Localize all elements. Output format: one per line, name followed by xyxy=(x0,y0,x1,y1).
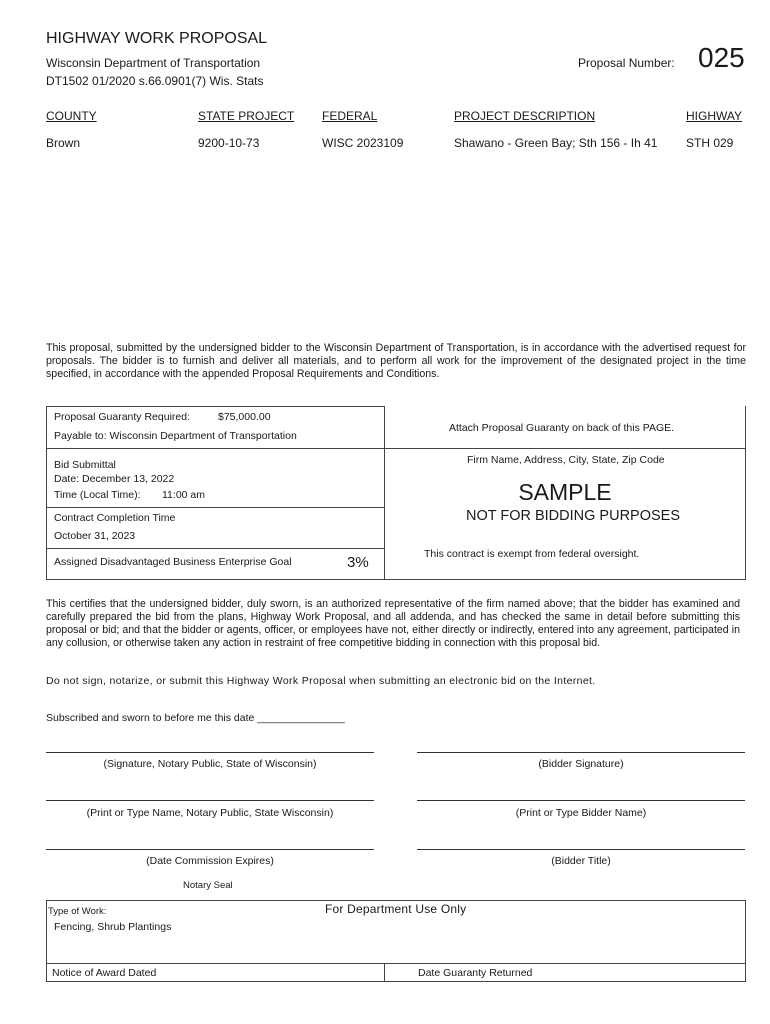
notary-print-line xyxy=(46,800,374,801)
dbe-goal-label: Assigned Disadvantaged Business Enterprise Goal xyxy=(54,556,292,568)
cell-highway: STH 029 xyxy=(686,136,734,150)
bidder-print-line xyxy=(417,800,745,801)
proposal-number-label: Proposal Number: xyxy=(578,56,675,70)
bidder-signature-line xyxy=(417,752,745,753)
header-project-description: PROJECT DESCRIPTION xyxy=(454,109,596,123)
notice-of-award-label: Notice of Award Dated xyxy=(52,967,157,979)
intro-paragraph: This proposal, submitted by the undersigned bidder to the Wisconsin Department of Transportation, is in accordance with the advertised request for proposals. The bidder is to furnish and deliver all materials, and to perform all work for the improvement of the designated project in the time specified, in accordance with the appended Proposal Requirements and Conditions. xyxy=(46,342,746,380)
header-highway: HIGHWAY xyxy=(686,109,742,123)
notary-seal-label: Notary Seal xyxy=(183,880,233,891)
electronic-bid-note: Do not sign, notarize, or submit this Highway Work Proposal when submitting an electronic bid on the Internet. xyxy=(46,675,596,687)
header-county: COUNTY xyxy=(46,109,97,123)
proposal-number: 025 xyxy=(698,42,745,73)
federal-exempt-note: This contract is exempt from federal oversight. xyxy=(424,548,640,560)
header-state-project: STATE PROJECT xyxy=(198,109,295,123)
bid-time-label: Time (Local Time): xyxy=(54,489,141,501)
completion-date: October 31, 2023 xyxy=(54,530,136,542)
bidder-title-caption: (Bidder Title) xyxy=(551,855,611,867)
bidder-signature-caption: (Bidder Signature) xyxy=(538,758,624,770)
type-of-work-label: Type of Work: xyxy=(48,906,107,917)
firm-info-label: Firm Name, Address, City, State, Zip Code xyxy=(467,454,665,466)
bid-submittal-label: Bid Submittal xyxy=(54,459,116,471)
type-of-work-value: Fencing, Shrub Plantings xyxy=(54,921,172,933)
not-for-bidding: NOT FOR BIDDING PURPOSES xyxy=(465,508,681,524)
guaranty-payable-to: Payable to: Wisconsin Department of Transportation xyxy=(54,430,297,442)
cell-county: Brown xyxy=(46,136,81,150)
certification-paragraph: This certifies that the undersigned bidder, duly sworn, is an authorized representative of the firm named above; that the bidder has examined and carefully prepared the bid from the plans, Highway Work Proposal, and all addenda, and has checked the same in detail before submitting this proposal or bid; and that the bidder or agents, officer, or employees have not, either directly or indirectly, entered into any agreement, participated in any collusion, or otherwise taken any action in restraint of free competitive bidding in connection with this proposal bid. xyxy=(46,598,740,649)
sample-watermark: SAMPLE xyxy=(518,479,612,505)
guaranty-required-label: Proposal Guaranty Required: xyxy=(54,411,190,423)
header-federal: FEDERAL xyxy=(322,109,378,123)
dbe-goal-value: 3% xyxy=(347,554,369,571)
bid-date: Date: December 13, 2022 xyxy=(54,473,175,485)
form-title: HIGHWAY WORK PROPOSAL xyxy=(46,30,268,47)
completion-label: Contract Completion Time xyxy=(54,512,176,524)
department-name: Wisconsin Department of Transportation xyxy=(46,56,261,70)
notary-print-caption: (Print or Type Name, Notary Public, State Wisconsin) xyxy=(86,807,334,819)
date-guaranty-returned-label: Date Guaranty Returned xyxy=(418,967,533,979)
guaranty-required-amount: $75,000.00 xyxy=(218,411,271,423)
notary-signature-caption: (Signature, Notary Public, State of Wisconsin) xyxy=(103,758,317,770)
department-use-heading: For Department Use Only xyxy=(325,902,467,916)
form-id: DT1502 01/2020 s.66.0901(7) Wis. Stats xyxy=(46,74,264,88)
commission-expires-line xyxy=(46,849,374,850)
notary-signature-line xyxy=(46,752,374,753)
commission-expires-caption: (Date Commission Expires) xyxy=(146,855,274,867)
bid-time-value: 11:00 am xyxy=(162,489,205,501)
bidder-print-caption: (Print or Type Bidder Name) xyxy=(515,807,647,819)
cell-state-project: 9200-10-73 xyxy=(198,136,260,150)
cell-federal: WISC 2023109 xyxy=(322,136,404,150)
sworn-date-line: Subscribed and sworn to before me this date _______________ xyxy=(46,712,345,724)
attach-guaranty-note: Attach Proposal Guaranty on back of this PAGE. xyxy=(449,422,675,434)
bidder-title-line xyxy=(417,849,745,850)
cell-project-description: Shawano - Green Bay; Sth 156 - Ih 41 xyxy=(454,136,658,150)
